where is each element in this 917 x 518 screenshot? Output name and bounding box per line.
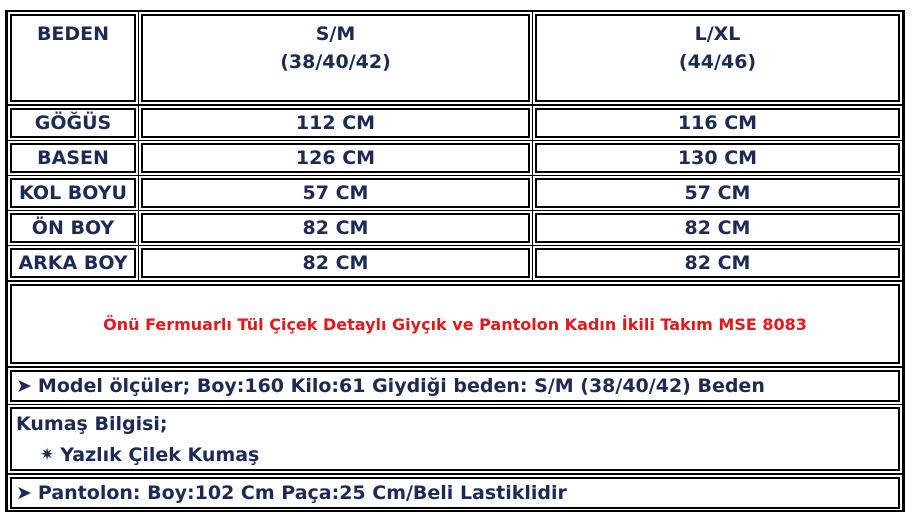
value-kol-boyu-sm: 57 CM (302, 182, 369, 204)
header-lxl-sizes: (44/46) (678, 51, 757, 73)
header-beden-cell (10, 14, 136, 102)
header-sm-label: S/M (315, 23, 356, 45)
table-cell-sm (141, 143, 530, 173)
fabric-info-cell (10, 407, 900, 471)
value-arka-boy-sm: 82 CM (302, 252, 369, 274)
model-info-text: Model ölçüler; Boy:160 Kilo:61 Giydiği beden: S/M (38/40/42) Beden (37, 375, 765, 397)
table-row-label (10, 108, 136, 138)
table-cell-lxl (535, 178, 900, 208)
table-cell-lxl (535, 108, 900, 138)
value-on-boy-sm: 82 CM (302, 217, 369, 239)
table-cell-sm (141, 178, 530, 208)
header-lxl-cell (535, 14, 900, 102)
arrow-right-icon: ➤ (16, 482, 32, 504)
table-cell-sm (141, 248, 530, 278)
product-title-cell (10, 284, 900, 364)
header-beden-label: BEDEN (36, 23, 110, 45)
value-kol-boyu-lxl: 57 CM (684, 182, 751, 204)
fabric-item-line (40, 443, 259, 467)
fabric-heading: Kumaş Bilgisi; (16, 413, 168, 435)
table-cell-lxl (535, 248, 900, 278)
header-sm-sizes: (38/40/42) (280, 51, 391, 73)
row-label-basen: BASEN (37, 147, 109, 169)
table-row-label (10, 178, 136, 208)
row-label-gogus: GÖĞÜS (34, 112, 112, 134)
table-row-label (10, 248, 136, 278)
model-info-cell (10, 370, 900, 402)
asterisk-star-icon: ✷ (40, 445, 55, 465)
value-basen-sm: 126 CM (295, 147, 376, 169)
pants-info-cell (10, 477, 900, 509)
table-cell-sm (141, 213, 530, 243)
table-cell-lxl (535, 213, 900, 243)
table-cell-lxl (535, 143, 900, 173)
fabric-item: Yazlık Çilek Kumaş (60, 444, 260, 466)
pants-info-text: Pantolon: Boy:102 Cm Paça:25 Cm/Beli Lastiklidir (37, 482, 567, 504)
row-label-kol-boyu: KOL BOYU (19, 182, 127, 204)
value-basen-lxl: 130 CM (677, 147, 758, 169)
product-title: Önü Fermuarlı Tül Çiçek Detaylı Giyçık ve Pantolon Kadın İkili Takım MSE 8083 (103, 314, 807, 334)
value-gogus-lxl: 116 CM (677, 112, 758, 134)
arrow-right-icon: ➤ (16, 375, 32, 397)
header-sm-cell (141, 14, 530, 102)
value-gogus-sm: 112 CM (295, 112, 376, 134)
table-row-label (10, 213, 136, 243)
model-info-line (16, 374, 765, 398)
table-row-label (10, 143, 136, 173)
value-on-boy-lxl: 82 CM (684, 217, 751, 239)
row-label-arka-boy: ARKA BOY (18, 252, 128, 274)
table-cell-sm (141, 108, 530, 138)
value-arka-boy-lxl: 82 CM (684, 252, 751, 274)
header-lxl-label: L/XL (694, 23, 741, 45)
pants-info-line (16, 481, 567, 505)
row-label-on-boy: ÖN BOY (31, 217, 115, 239)
